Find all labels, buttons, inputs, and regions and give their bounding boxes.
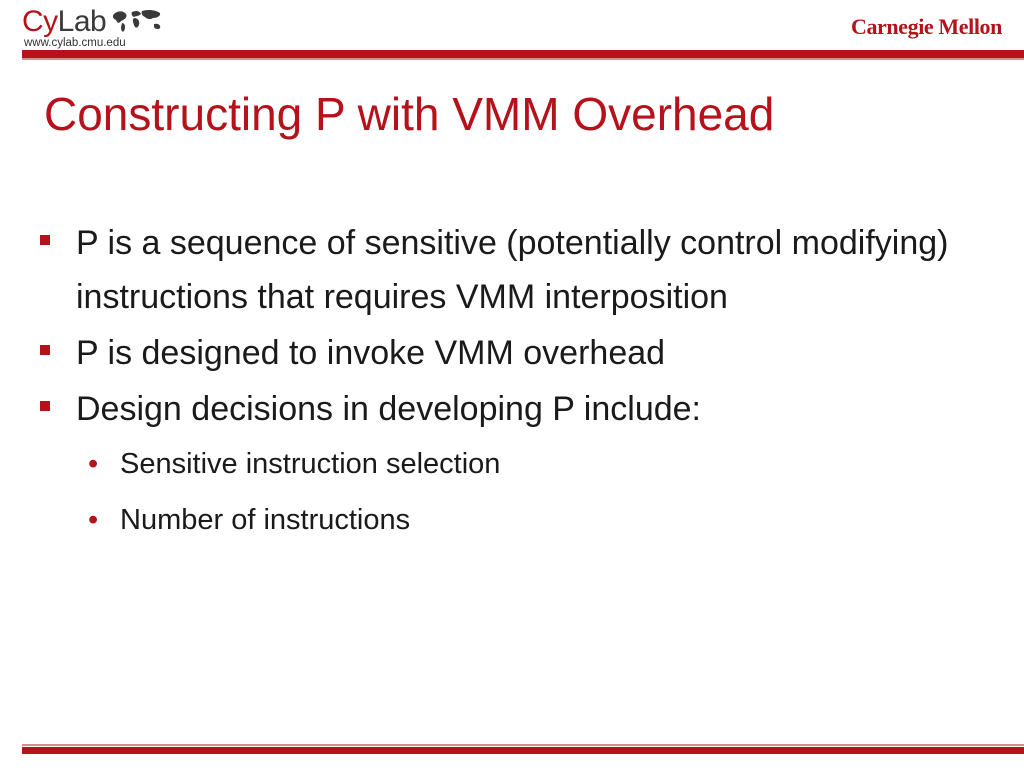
bullet-item xyxy=(38,382,978,436)
round-bullet-icon: • xyxy=(88,448,99,480)
slide-title: Constructing P with VMM Overhead xyxy=(44,88,775,140)
sub-bullet-item xyxy=(38,436,978,492)
bullet-text: P is a sequence of sensitive (potentially control modifying) instructions that requires VMM interposition xyxy=(76,224,949,316)
bullet-text: Design decisions in developing P include: xyxy=(76,390,701,428)
square-bullet-icon xyxy=(40,235,50,245)
bullet-item xyxy=(38,216,978,324)
world-map-icon xyxy=(110,8,164,34)
slide-body xyxy=(38,216,978,548)
carnegie-mellon-wordmark: Carnegie Mellon xyxy=(850,14,1002,39)
header-rule xyxy=(22,50,1024,58)
logo-url: www.cylab.cmu.edu xyxy=(24,37,126,49)
logo-lab-text: Lab xyxy=(57,5,107,38)
square-bullet-icon xyxy=(40,401,50,411)
square-bullet-icon xyxy=(40,345,50,355)
sub-bullet-text: Number of instructions xyxy=(120,504,411,536)
round-bullet-icon: • xyxy=(88,504,99,536)
sub-bullet-item xyxy=(38,492,978,548)
sub-bullet-text: Sensitive instruction selection xyxy=(120,448,501,480)
cylab-logo xyxy=(22,4,106,40)
bullet-text: P is designed to invoke VMM overhead xyxy=(76,334,666,372)
bullet-item xyxy=(38,326,978,380)
footer-rule xyxy=(22,747,1024,754)
logo-cy-text: Cy xyxy=(22,5,58,38)
